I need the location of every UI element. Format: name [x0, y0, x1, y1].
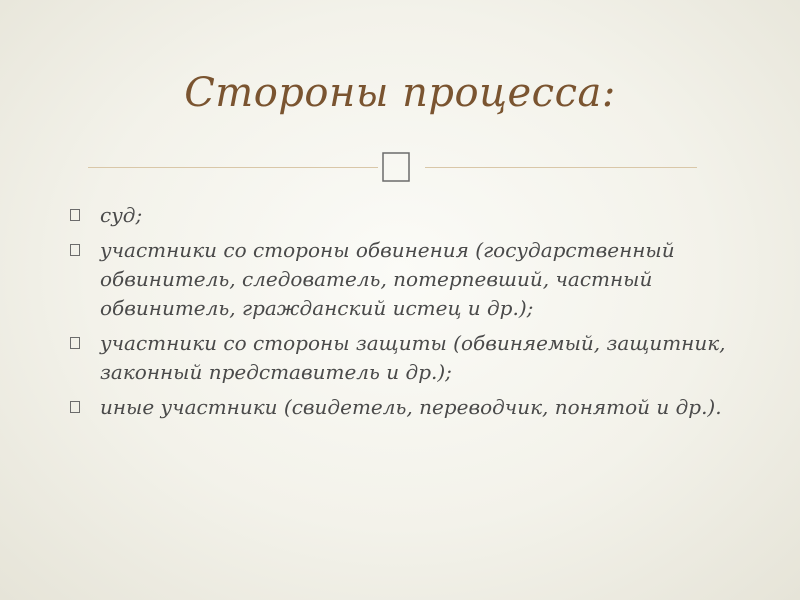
decorative-ornament-icon [381, 151, 411, 183]
divider-line-right [425, 167, 697, 168]
list-item-text: суд; [100, 203, 143, 227]
divider-line-left [88, 167, 378, 168]
list-item [70, 236, 730, 323]
bullet-marker-icon [70, 401, 80, 413]
slide-title: Стороны процесса: [184, 70, 616, 116]
list-item [70, 393, 730, 422]
list-item-text: участники со стороны обвинения (государственный обвинитель, следователь, потерпевший, частный обвинитель, гражданский истец и др.); [100, 238, 675, 320]
list-item [70, 201, 730, 230]
bullet-marker-icon [70, 209, 80, 221]
title-divider [0, 143, 800, 183]
list-item-text: участники со стороны защиты (обвиняемый, защитник, законный представитель и др.); [100, 331, 726, 384]
bullet-marker-icon [70, 337, 80, 349]
bullet-marker-icon [70, 244, 80, 256]
list-item [70, 329, 730, 387]
list-item-text: иные участники (свидетель, переводчик, понятой и др.). [100, 395, 722, 419]
bullet-list [70, 201, 730, 428]
